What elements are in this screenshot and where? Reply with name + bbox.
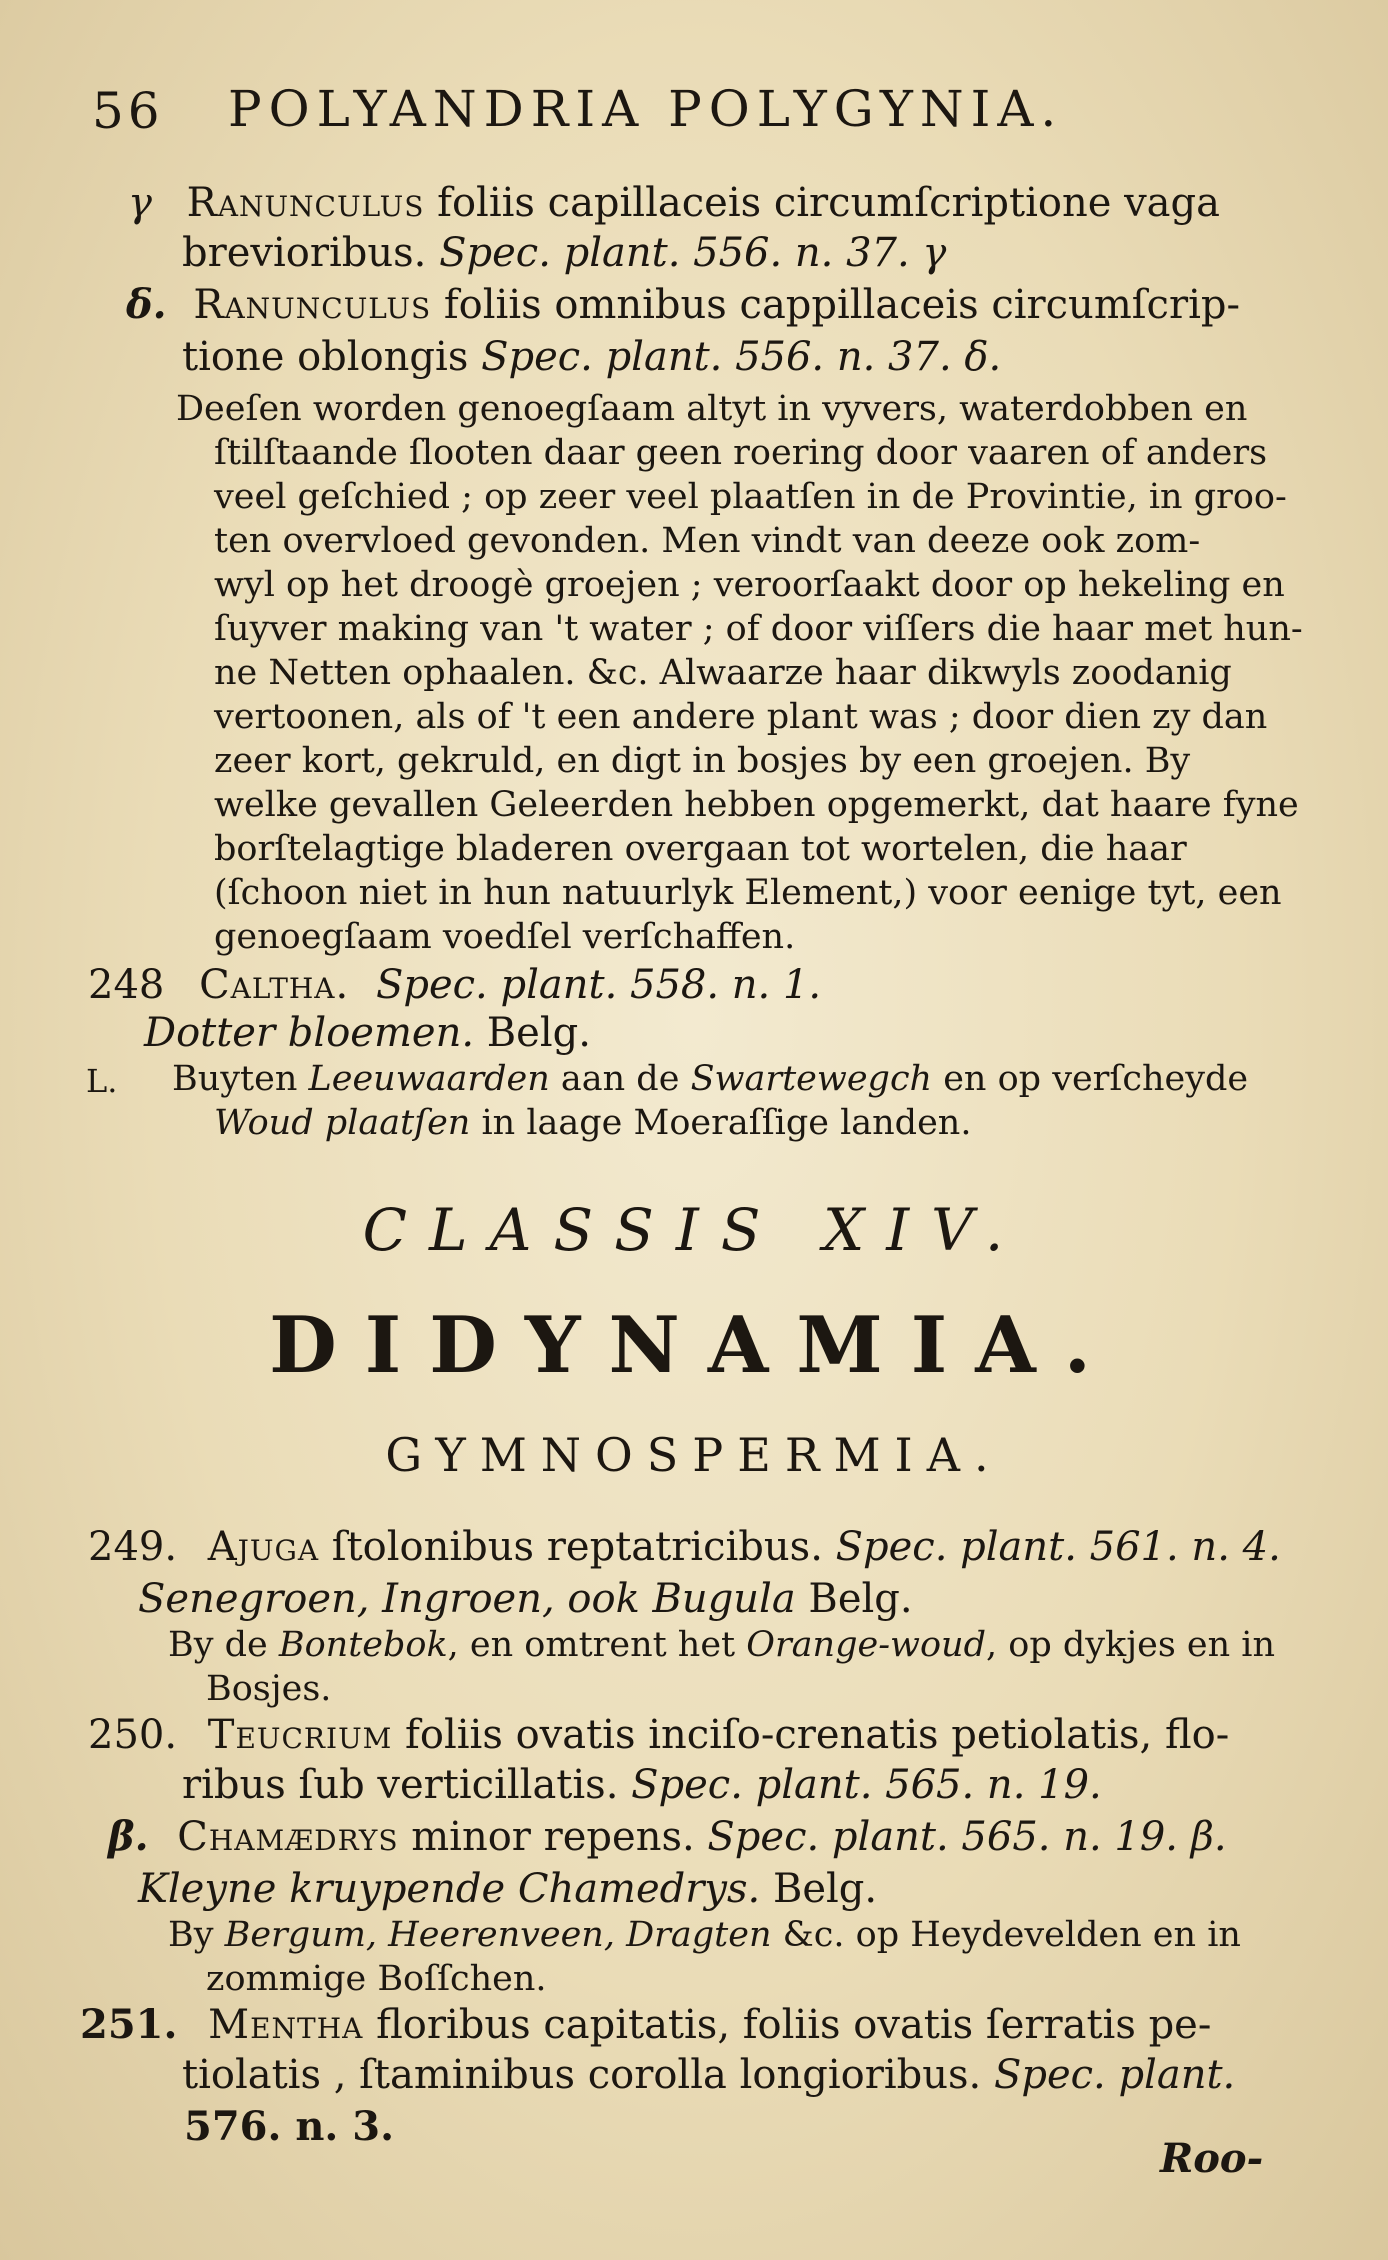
- habitat-text: en op verſcheyde: [932, 1059, 1249, 1099]
- caltha-entry: [88, 962, 821, 1008]
- habitat-text: , op dykjes en in: [986, 1625, 1276, 1665]
- species-reference: Spec. plant. 561. n. 4.: [835, 1524, 1281, 1570]
- ajuga-vernacular: [138, 1576, 913, 1622]
- place-name: Bergum, Heerenveen, Dragten: [224, 1915, 772, 1955]
- chamaedrys-habitat-line1: [168, 1912, 1241, 1958]
- place-name: Leeuwaarden: [308, 1059, 550, 1099]
- entry-number: 251.: [80, 2001, 178, 2048]
- diagnosis-text: foliis capillaceis circumſcriptione vaga: [424, 180, 1220, 226]
- habitat-line: ſuyver making van 't water ; of door viſſers die haar met hun-: [214, 609, 1303, 649]
- species-reference: Spec. plant. 565. n. 19. β.: [707, 1814, 1227, 1860]
- habitat-text: &c. op Heydevelden en in: [771, 1915, 1241, 1955]
- species-reference: Spec. plant. 556. n. 37. γ: [439, 230, 947, 276]
- diagnosis-text: foliis omnibus cappillaceis circumſcrip-: [431, 282, 1240, 328]
- diagnosis-text: brevioribus.: [182, 230, 440, 276]
- diagnosis-text: ribus ſub verticillatis.: [182, 1762, 632, 1808]
- caltha-vernacular: [144, 1010, 591, 1056]
- habitat-line: vertoonen, als of 't een andere plant was ; door dien zy dan: [214, 697, 1268, 737]
- order-name: GYMNOSPERMIA.: [385, 1428, 1003, 1482]
- genus-name: Caltha.: [199, 962, 350, 1008]
- chamaedrys-vernacular: [138, 1866, 877, 1912]
- ranunculus-delta-line2: [182, 334, 1001, 380]
- habitat-line: veel geſchied ; op zeer veel plaatſen in de Provintie, in groo-: [214, 477, 1287, 517]
- entry-number: 248: [88, 962, 165, 1008]
- habitat-line: zeer kort, gekruld, en digt in bosjes by een groejen. By: [214, 741, 1191, 781]
- habitat-text: Buyten: [172, 1059, 309, 1099]
- habitat-line: (ſchoon niet in hun natuurlyk Element,) voor eenige tyt, een: [214, 873, 1282, 913]
- chamaedrys-entry: [108, 1814, 1227, 1860]
- habitat-text: By de: [168, 1625, 279, 1665]
- diagnosis-text: floribus capitatis, foliis ovatis ſerratis pe-: [363, 2002, 1212, 2048]
- genus-name: Chamædrys: [177, 1814, 399, 1860]
- teucrium-line2: [182, 1762, 1102, 1808]
- teucrium-entry: [88, 1712, 1229, 1758]
- genus-name: Teucrium: [207, 1712, 393, 1758]
- vernacular-name: Kleyne kruypende Chamedrys.: [138, 1866, 761, 1912]
- habitat-text: in laage Moeraſſige landen.: [470, 1103, 972, 1143]
- diagnosis-text: tiolatis , ſtaminibus corolla longioribus.: [182, 2052, 994, 2098]
- variety-marker: γ: [128, 180, 152, 226]
- mentha-line3: 576. n. 3.: [184, 2103, 395, 2150]
- ranunculus-gamma-line2: [182, 230, 946, 276]
- habitat-line: ſtilſtaande ſlooten daar geen roering door vaaren of anders: [214, 433, 1268, 473]
- ajuga-habitat-line2: Bosjes.: [206, 1669, 332, 1709]
- margin-mark: L.: [86, 1062, 118, 1100]
- habitat-line: welke gevallen Geleerden hebben opgemerkt, dat haare fyne: [214, 785, 1299, 825]
- class-name: DIDYNAMIA.: [269, 1300, 1119, 1391]
- entry-number: 249.: [88, 1524, 178, 1570]
- habitat-line: genoegſaam voedſel verſchaffen.: [214, 917, 796, 957]
- habitat-line: ne Netten ophaalen. &c. Alwaarze haar dikwyls zoodanig: [214, 653, 1232, 693]
- habitat-line: wyl op het droogè groejen ; veroorſaakt door op hekeling en: [214, 565, 1285, 605]
- habitat-line: ten overvloed gevonden. Men vindt van deeze ook zom-: [214, 521, 1201, 561]
- language-label: Belg.: [474, 1010, 591, 1056]
- vernacular-name: Dotter bloemen.: [144, 1010, 475, 1056]
- ranunculus-gamma-line1: [128, 180, 1220, 226]
- variety-marker: δ.: [126, 281, 167, 328]
- species-reference: Spec. plant. 565. n. 19.: [631, 1762, 1102, 1808]
- diagnosis-text: tione oblongis: [182, 334, 482, 380]
- place-name: Swartewegch: [690, 1059, 933, 1099]
- place-name: Woud plaatſen: [214, 1103, 471, 1143]
- genus-name: Mentha: [208, 2002, 364, 2048]
- vernacular-name: Senegroen, Ingroen, ook Bugula: [138, 1576, 796, 1622]
- chamaedrys-habitat-line2: zommige Boſſchen.: [206, 1959, 547, 1999]
- habitat-text: , en omtrent het: [447, 1625, 747, 1665]
- running-title: POLYANDRIA POLYGYNIA.: [228, 80, 1064, 138]
- habitat-text: aan de: [549, 1059, 691, 1099]
- place-name: Bontebok: [278, 1625, 448, 1665]
- caltha-habitat-line2: [214, 1100, 971, 1146]
- habitat-line: Deeſen worden genoegſaam altyt in vyvers, waterdobben en: [176, 389, 1248, 429]
- entry-number: 250.: [88, 1712, 178, 1758]
- species-reference: Spec. plant. 556. n. 37. δ.: [481, 334, 1002, 380]
- class-title: CLASSIS XIV.: [362, 1196, 1026, 1264]
- habitat-text: By: [168, 1915, 225, 1955]
- species-reference: Spec. plant.: [993, 2052, 1236, 2098]
- genus-name: Ajuga: [207, 1524, 320, 1570]
- habitat-line: borſtelagtige bladeren overgaan tot wortelen, die haar: [214, 829, 1187, 869]
- mentha-entry: [80, 2002, 1211, 2048]
- genus-name: Ranunculus: [193, 282, 432, 328]
- place-name: Orange-woud: [746, 1625, 987, 1665]
- diagnosis-text: ſtolonibus reptatricibus.: [319, 1524, 836, 1570]
- language-label: Belg.: [795, 1576, 913, 1622]
- variety-marker: β.: [108, 1813, 149, 1860]
- ajuga-habitat-line1: [168, 1622, 1275, 1668]
- page-number: 56: [92, 82, 164, 140]
- ranunculus-delta-line1: [126, 282, 1240, 328]
- language-label: Belg.: [760, 1866, 878, 1912]
- catchword: Roo-: [1160, 2135, 1264, 2182]
- diagnosis-text: minor repens.: [398, 1814, 708, 1860]
- species-reference: Spec. plant. 558. n. 1.: [375, 962, 822, 1008]
- diagnosis-text: foliis ovatis inciſo-crenatis petiolatis, flo-: [392, 1712, 1230, 1758]
- mentha-line2: [182, 2052, 1235, 2098]
- genus-name: Ranunculus: [186, 180, 425, 226]
- caltha-habitat-line1: [172, 1056, 1248, 1102]
- ajuga-entry: [88, 1524, 1281, 1570]
